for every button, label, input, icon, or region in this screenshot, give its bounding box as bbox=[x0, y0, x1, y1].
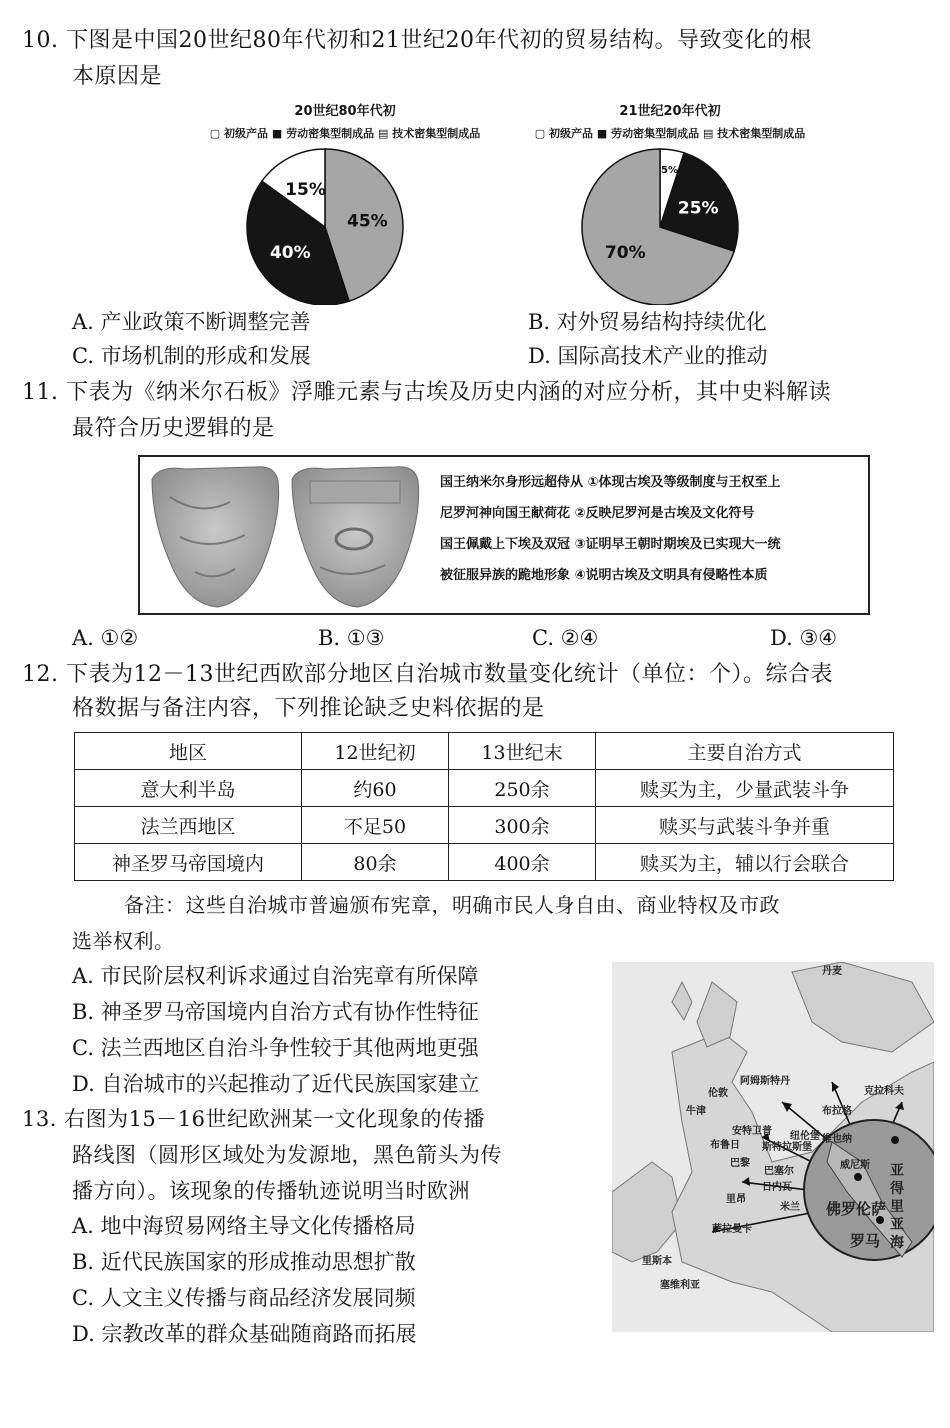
q11-stem-line1: 11. 下表为《纳米尔石板》浮雕元素与古埃及历史内涵的对应分析，其中史料解读 bbox=[22, 380, 831, 405]
map-label-strasbourg: 斯特拉斯堡 bbox=[762, 1142, 812, 1153]
map-label-london: 伦敦 bbox=[708, 1088, 728, 1099]
pie2-legend-1: 劳动密集型制成品 bbox=[611, 127, 700, 140]
q12-stem-line1: 12. 下表为12－13世纪西欧部分地区自治城市数量变化统计（单位：个）。综合表 bbox=[22, 662, 833, 687]
map-label-antwerp: 安特卫普 bbox=[732, 1126, 772, 1137]
map-label-bruges: 布鲁日 bbox=[710, 1140, 740, 1151]
map-label-nuremberg: 纽伦堡 bbox=[790, 1131, 820, 1142]
table-cell: 约60 bbox=[302, 770, 449, 807]
table-row bbox=[75, 844, 894, 881]
map-label-seville: 塞维利亚 bbox=[660, 1280, 700, 1291]
pie-slice-label-1: 25% bbox=[677, 198, 719, 219]
map-label-rome: 罗马 bbox=[850, 1232, 881, 1250]
q11-option-c[interactable]: C. ②④ bbox=[532, 626, 599, 650]
table-cell: 80余 bbox=[302, 844, 449, 881]
q11-row-3: 国王佩戴上下埃及双冠 ③证明早王朝时期埃及已实现大一统 bbox=[440, 537, 781, 552]
map-label-geneva: 日内瓦 bbox=[762, 1182, 792, 1193]
pie2-legend bbox=[505, 125, 835, 141]
header-cell: 12世纪初 bbox=[302, 733, 449, 770]
map-label-salamanca: 萨拉曼卡 bbox=[712, 1224, 752, 1235]
map-label-cracow: 克拉科夫 bbox=[864, 1086, 904, 1097]
table-cell: 神圣罗马帝国境内 bbox=[75, 844, 302, 881]
pie-slice-label-2: 70% bbox=[604, 243, 646, 264]
narmer-palette-table bbox=[138, 455, 870, 615]
narmer-palette-image bbox=[140, 457, 430, 613]
q12-stem-line2: 格数据与备注内容，下列推论缺乏史料依据的是 bbox=[72, 696, 545, 721]
q11-row-4: 被征服异族的跪地形象 ④说明古埃及文明具有侵略性本质 bbox=[440, 568, 768, 583]
q11-row-2: 尼罗河神向国王献荷花 ②反映尼罗河是古埃及文化符号 bbox=[440, 506, 755, 521]
legend-marker-filled: ■ bbox=[596, 127, 608, 140]
pie1-legend-2: 技术密集型制成品 bbox=[392, 127, 481, 140]
q12-option-b[interactable]: B. 神圣罗马帝国境内自治方式有协作性特征 bbox=[72, 1000, 479, 1024]
q12-option-a[interactable]: A. 市民阶层权利诉求通过自治宪章有所保障 bbox=[72, 964, 479, 988]
legend-marker-hollow: ▢ bbox=[534, 127, 546, 140]
table-cell: 意大利半岛 bbox=[75, 770, 302, 807]
header-cell: 主要自治方式 bbox=[596, 733, 894, 770]
q10-stem-line2: 本原因是 bbox=[72, 64, 163, 89]
q13-stem-line3: 播方向）。该现象的传播轨迹说明当时欧洲 bbox=[72, 1179, 470, 1203]
map-label-florence: 佛罗伦萨 bbox=[826, 1200, 887, 1218]
legend-marker-hatched: ▤ bbox=[377, 127, 389, 140]
q10-option-b[interactable]: B. 对外贸易结构持续优化 bbox=[528, 310, 767, 334]
pie1-legend-1: 劳动密集型制成品 bbox=[286, 127, 375, 140]
pie-slice-label-2: 15% bbox=[285, 179, 326, 200]
pie-slice-label-0: 45% bbox=[347, 211, 388, 232]
pie1-legend bbox=[180, 125, 510, 141]
q13-option-c[interactable]: C. 人文主义传播与商品经济发展同频 bbox=[72, 1286, 416, 1310]
map-label-paris: 巴黎 bbox=[730, 1158, 750, 1169]
header-cell: 13世纪末 bbox=[449, 733, 596, 770]
legend-marker-hollow: ▢ bbox=[209, 127, 221, 140]
q11-option-b[interactable]: B. ①③ bbox=[318, 626, 385, 650]
q11-stem-line2: 最符合历史逻辑的是 bbox=[72, 416, 275, 441]
q10-option-a[interactable]: A. 产业政策不断调整完善 bbox=[72, 310, 311, 334]
table-cell: 250余 bbox=[449, 770, 596, 807]
legend-marker-hatched: ▤ bbox=[702, 127, 714, 140]
q11-option-d[interactable]: D. ③④ bbox=[770, 626, 838, 650]
pie-chart-2020s bbox=[505, 100, 835, 305]
q13-stem-line2: 路线图（圆形区域处为发源地，黑色箭头为传 bbox=[72, 1143, 502, 1167]
q11-row-1: 国王纳米尔身形远超侍从 ①体现古埃及等级制度与王权至上 bbox=[440, 475, 781, 490]
pie1-legend-0: 初级产品 bbox=[224, 127, 269, 140]
q12-note-line2: 选举权利。 bbox=[72, 929, 175, 953]
map-label-amsterdam: 阿姆斯特丹 bbox=[740, 1076, 790, 1087]
pie2-legend-2: 技术密集型制成品 bbox=[717, 127, 806, 140]
map-label-venice: 威尼斯 bbox=[840, 1160, 870, 1171]
pie1-svg bbox=[180, 145, 510, 305]
pie1-title: 20世纪80年代初 bbox=[294, 104, 396, 119]
pie-slice-label-0: 5% bbox=[661, 164, 679, 176]
map-label-denmark: 丹麦 bbox=[822, 966, 842, 977]
pie2-title: 21世纪20年代初 bbox=[619, 104, 721, 119]
legend-marker-filled: ■ bbox=[271, 127, 283, 140]
q12-option-c[interactable]: C. 法兰西地区自治斗争性较于其他两地更强 bbox=[72, 1036, 479, 1060]
table-row bbox=[75, 770, 894, 807]
table-header-row bbox=[75, 733, 894, 770]
q12-option-d[interactable]: D. 自治城市的兴起推动了近代民族国家建立 bbox=[72, 1072, 480, 1096]
map-label-adriatic: 亚得里亚海 bbox=[890, 1163, 904, 1251]
pie-slice-label-1: 40% bbox=[269, 243, 311, 264]
map-label-milan: 米兰 bbox=[780, 1202, 800, 1213]
map-label-lyon: 里昂 bbox=[726, 1194, 746, 1205]
pie-chart-1980s bbox=[180, 100, 510, 305]
table-cell: 300余 bbox=[449, 807, 596, 844]
renaissance-map bbox=[612, 962, 934, 1332]
q12-note-line1: 备注：这些自治城市普遍颁布宪章，明确市民人身自由、商业特权及市政 bbox=[124, 893, 780, 917]
table-cell: 不足50 bbox=[302, 807, 449, 844]
pie2-svg bbox=[505, 145, 835, 305]
q13-option-b[interactable]: B. 近代民族国家的形成推动思想扩散 bbox=[72, 1250, 416, 1274]
map-label-oxford: 牛津 bbox=[686, 1106, 706, 1117]
table-cell: 400余 bbox=[449, 844, 596, 881]
map-label-prague: 布拉格 bbox=[822, 1106, 852, 1117]
table-cell: 赎买与武装斗争并重 bbox=[596, 807, 894, 844]
map-label-lisbon: 里斯本 bbox=[642, 1256, 672, 1267]
q10-option-d[interactable]: D. 国际高技术产业的推动 bbox=[528, 344, 768, 368]
table-cell: 赎买为主，辅以行会联合 bbox=[596, 844, 894, 881]
map-label-basel: 巴塞尔 bbox=[764, 1166, 794, 1177]
q12-table bbox=[74, 732, 894, 881]
q13-option-a[interactable]: A. 地中海贸易网络主导文化传播格局 bbox=[72, 1214, 416, 1238]
header-cell: 地区 bbox=[75, 733, 302, 770]
table-row bbox=[75, 807, 894, 844]
q10-stem-line1: 10. 下图是中国20世纪80年代初和21世纪20年代初的贸易结构。导致变化的根 bbox=[22, 28, 812, 53]
table-cell: 法兰西地区 bbox=[75, 807, 302, 844]
q11-option-a[interactable]: A. ①② bbox=[72, 626, 139, 650]
q10-option-c[interactable]: C. 市场机制的形成和发展 bbox=[72, 344, 311, 368]
q13-option-d[interactable]: D. 宗教改革的群众基础随商路而拓展 bbox=[72, 1322, 417, 1346]
q13-stem-line1: 13. 右图为15－16世纪欧洲某一文化现象的传播 bbox=[22, 1107, 486, 1131]
map-label-vienna: 维也纳 bbox=[822, 1134, 852, 1145]
pie2-legend-0: 初级产品 bbox=[549, 127, 594, 140]
table-cell: 赎买为主，少量武装斗争 bbox=[596, 770, 894, 807]
